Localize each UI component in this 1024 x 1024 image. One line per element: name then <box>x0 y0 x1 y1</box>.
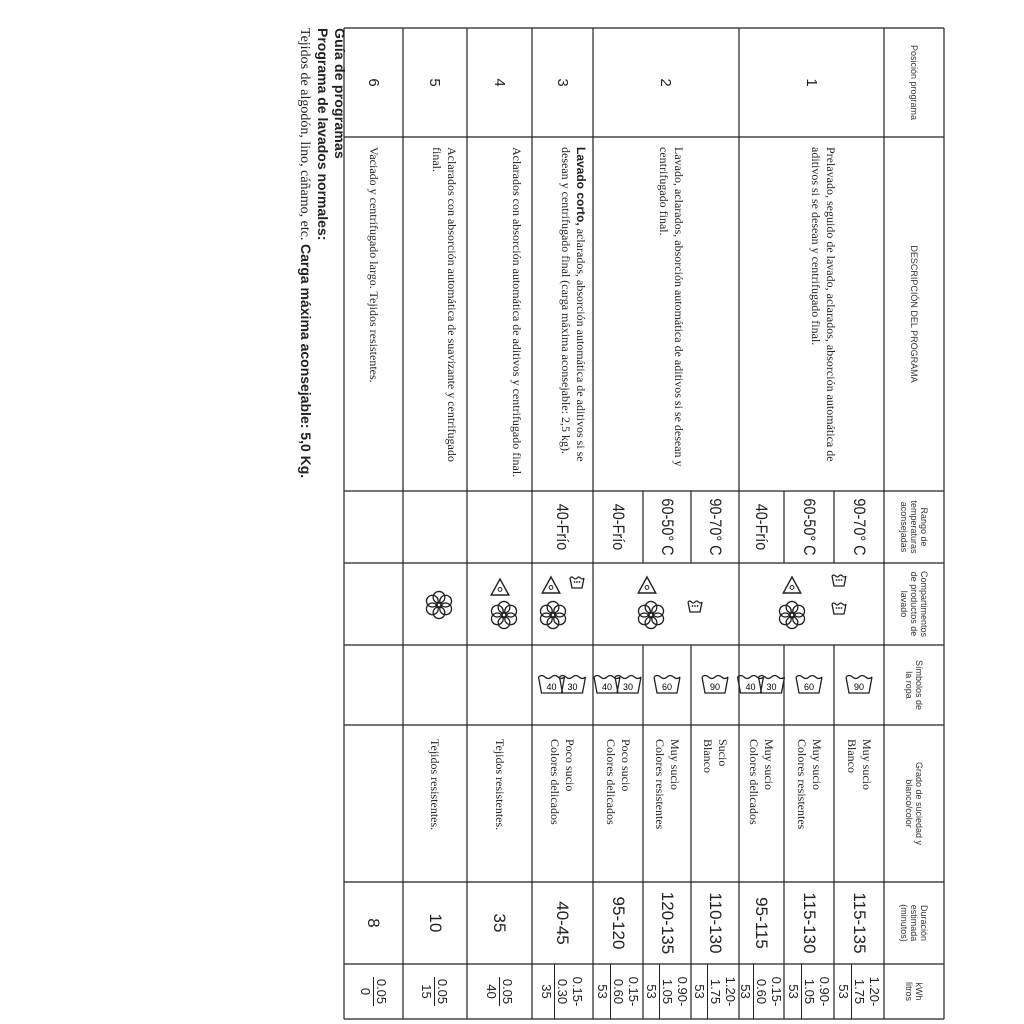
row-4-symbols <box>691 645 739 725</box>
row-10-kwh: 0.05 <box>374 978 389 1005</box>
header-soil: Grado de suciedad y blanco/color <box>904 761 924 846</box>
program-6-description: Vaciado y centrifugado largo. Tejidos resistentes. <box>367 147 381 383</box>
guide-subtitle: Programa de lavados normales: <box>315 28 331 241</box>
header-position: Posición programa <box>909 44 919 121</box>
row-8-soil <box>467 725 532 882</box>
row-1-symbols <box>834 645 884 725</box>
wash-temp-label: 90 <box>853 682 865 692</box>
wash-temp-label: 30 <box>567 682 578 692</box>
row-1-energy <box>834 964 884 1019</box>
row-9-duration: 10 <box>426 913 445 933</box>
softener-flower-icon <box>540 601 565 628</box>
row-5-soil-level: Muy sucio <box>668 739 682 790</box>
row-6-liters: 53 <box>595 984 610 999</box>
row-10-soil <box>344 725 403 882</box>
row-3-soil-level: Muy sucio <box>762 739 777 790</box>
row-5-symbols <box>643 645 691 725</box>
guide-title: Guía de programas <box>332 28 348 159</box>
wash-temp-label: 90 <box>709 682 721 692</box>
program-5-description: Aclarados con absorción automática de suavizante y centrifugado final. <box>430 147 459 462</box>
row-8-energy <box>467 964 532 1019</box>
row-3-liters: 53 <box>738 984 754 999</box>
row-2-duration: 115-130 <box>800 892 819 954</box>
row-3-symbols <box>739 645 784 725</box>
row-9-kwh: 0.05 <box>435 978 451 1005</box>
program-3-description-text: aclarados, absorción automática de aditivos si se desean y centrifugado final (carga máxima aconsejable: 2,5 kg). <box>559 147 588 462</box>
program-2-position: 2 <box>657 78 675 87</box>
program-4-compartments <box>467 563 532 645</box>
row-10-liters: 0 <box>358 987 373 996</box>
softener-flower-icon <box>638 601 663 628</box>
row-5-kwh: 0.90-1.05 <box>659 964 690 1019</box>
row-9-soil <box>403 725 467 882</box>
wash-tub-icon <box>832 603 846 614</box>
row-2-soil <box>784 725 834 882</box>
row-3-color-type: Colores delicados <box>747 739 762 825</box>
row-4-temp: 90-70° C <box>706 498 725 556</box>
row-3-kwh: 0.15-0.60 <box>754 964 785 1019</box>
wash-tub-60-icon <box>796 676 822 694</box>
row-6-symbols <box>593 645 643 725</box>
row-7-soil-level: Poco sucio <box>563 739 578 792</box>
row-1-temp: 90-70° C <box>850 498 869 556</box>
guide-fabrics-line <box>296 28 314 478</box>
program-5-position: 5 <box>426 78 444 87</box>
row-5-liters: 53 <box>644 984 659 999</box>
wash-temp-label: 30 <box>622 682 634 692</box>
row-3-energy <box>739 964 784 1019</box>
additive-triangle-icon <box>783 577 801 593</box>
row-2-energy <box>784 964 834 1019</box>
row-5-temp: 60-50° C <box>658 498 677 556</box>
row-1-soil <box>834 725 884 882</box>
row-5-soil <box>643 725 691 882</box>
prewash-tub-icon <box>832 575 846 586</box>
row-1-color-type: Blanco <box>845 739 859 773</box>
row-2-symbols <box>784 645 834 725</box>
row-4-kwh: 1.20-1.75 <box>707 964 738 1019</box>
additive-triangle-icon <box>542 577 560 593</box>
row-6-kwh: 0.15-0.60 <box>610 964 641 1019</box>
program-1-position: 1 <box>803 78 820 87</box>
row-10-duration: 8 <box>364 918 384 928</box>
wash-temp-label: 40 <box>745 682 756 692</box>
header-temperature: Rango de temperaturas aconsejadas <box>899 500 929 554</box>
row-7-symbols <box>532 645 593 725</box>
softener-flower-icon <box>491 601 516 628</box>
row-7-kwh: 0.15-0.30 <box>555 964 586 1019</box>
program-4-position: 4 <box>491 78 508 87</box>
program-6-position: 6 <box>365 78 382 87</box>
header-symbols: Símbolos de la ropa <box>904 659 924 711</box>
wash-tub-icon <box>570 577 584 588</box>
row-9-energy <box>403 964 467 1019</box>
wash-temp-label: 40 <box>546 682 557 692</box>
program-4-description: Aclarados con absorción automática de aditivos y centrifugado final. <box>510 147 524 478</box>
row-6-color-type: Colores delicados <box>604 739 618 825</box>
row-6-temp: 40-Frío <box>609 503 628 551</box>
row-5-energy <box>643 964 691 1019</box>
row-2-color-type: Colores resistentes <box>795 739 809 830</box>
additive-triangle-icon <box>638 577 656 593</box>
program-3-description <box>532 137 593 491</box>
row-8-kwh: 0.05 <box>500 978 515 1005</box>
row-6-soil-level: Poco sucio <box>619 739 633 792</box>
softener-flower-icon <box>426 591 451 618</box>
header-energy: kWh litros <box>904 981 924 1001</box>
row-6-duration: 95-120 <box>609 896 628 950</box>
program-2-description: Lavado, aclarados, absorción automática de aditivos si se desean y centrifugado final. <box>657 147 686 467</box>
wash-tub-icon <box>688 601 702 612</box>
row-1-soil-level: Muy sucio <box>860 739 874 790</box>
softener-flower-icon <box>779 601 804 628</box>
header-description: DESCRIPCIÓN DEL PROGRAMA <box>909 245 919 383</box>
wash-tub-60-icon <box>654 676 680 694</box>
row-3-duration: 95-115 <box>752 897 772 949</box>
row-2-temp: 60-50° C <box>800 498 819 556</box>
wash-tub-90-icon <box>702 676 728 694</box>
row-7-liters: 35 <box>539 984 555 999</box>
row-7-temp: 40-Frío <box>553 503 573 551</box>
row-6-soil <box>593 725 643 882</box>
program-3-compartments <box>532 563 593 645</box>
program-5-compartments <box>403 563 467 645</box>
row-2-liters: 53 <box>786 984 801 999</box>
row-10-energy <box>344 964 403 1019</box>
fabrics-text: Tejidos de algodón, lino, cáñamo, etc. <box>297 28 312 241</box>
row-2-soil-level: Muy sucio <box>810 739 824 790</box>
row-9-liters: 15 <box>419 984 435 999</box>
row-1-kwh: 1.20-1.75 <box>851 964 882 1019</box>
row-4-energy <box>691 964 739 1019</box>
program-2-compartments <box>593 563 739 645</box>
row-2-kwh: 0.90-1.05 <box>801 964 832 1019</box>
program-1-description: Prelavado, seguido de lavado, aclarados, absorción automática de aditivos si se desean y centrifugado final. <box>809 147 838 462</box>
row-4-color-type: Blanco <box>701 739 715 773</box>
program-1-compartments <box>739 563 884 645</box>
row-7-duration: 40-45 <box>553 901 573 945</box>
row-7-color-type: Colores delicados <box>548 739 563 825</box>
row-3-temp: 40-Frío <box>752 503 772 551</box>
row-5-duration: 120-135 <box>658 891 677 955</box>
row-4-duration: 110-130 <box>706 892 725 954</box>
wash-temp-label: 40 <box>601 682 613 692</box>
row-8-duration: 35 <box>490 913 510 933</box>
row-5-color-type: Colores resistentes <box>653 739 667 830</box>
row-8-soil-level: Tejidos resistentes. <box>493 739 507 831</box>
program-3-description-bold: Lavado corto, <box>574 147 588 226</box>
program-3-position: 3 <box>554 78 571 87</box>
row-8-liters: 40 <box>484 984 499 999</box>
row-6-energy <box>593 964 643 1019</box>
row-7-soil <box>532 725 593 882</box>
wash-temp-label: 60 <box>661 682 673 692</box>
header-duration: Duración estimada (minutos) <box>899 904 929 942</box>
row-1-duration: 115-135 <box>850 892 869 954</box>
row-4-soil-level: Sucio <box>716 739 730 767</box>
row-4-liters: 53 <box>692 984 707 999</box>
program-guide-sheet <box>256 0 1024 1024</box>
wash-temp-label: 30 <box>766 682 777 692</box>
row-3-soil <box>739 725 784 882</box>
row-1-liters: 53 <box>836 984 851 999</box>
row-9-soil-level: Tejidos resistentes. <box>428 739 443 831</box>
wash-tub-90-icon <box>846 676 872 694</box>
wash-temp-label: 60 <box>803 682 815 692</box>
max-load-text: Carga máxima aconsejable: 5,0 Kg. <box>298 243 314 479</box>
header-compartments: Compartimentos de productos de lavado <box>899 570 929 638</box>
row-4-soil <box>691 725 739 882</box>
additive-triangle-icon <box>491 579 509 595</box>
row-7-energy <box>532 964 593 1019</box>
